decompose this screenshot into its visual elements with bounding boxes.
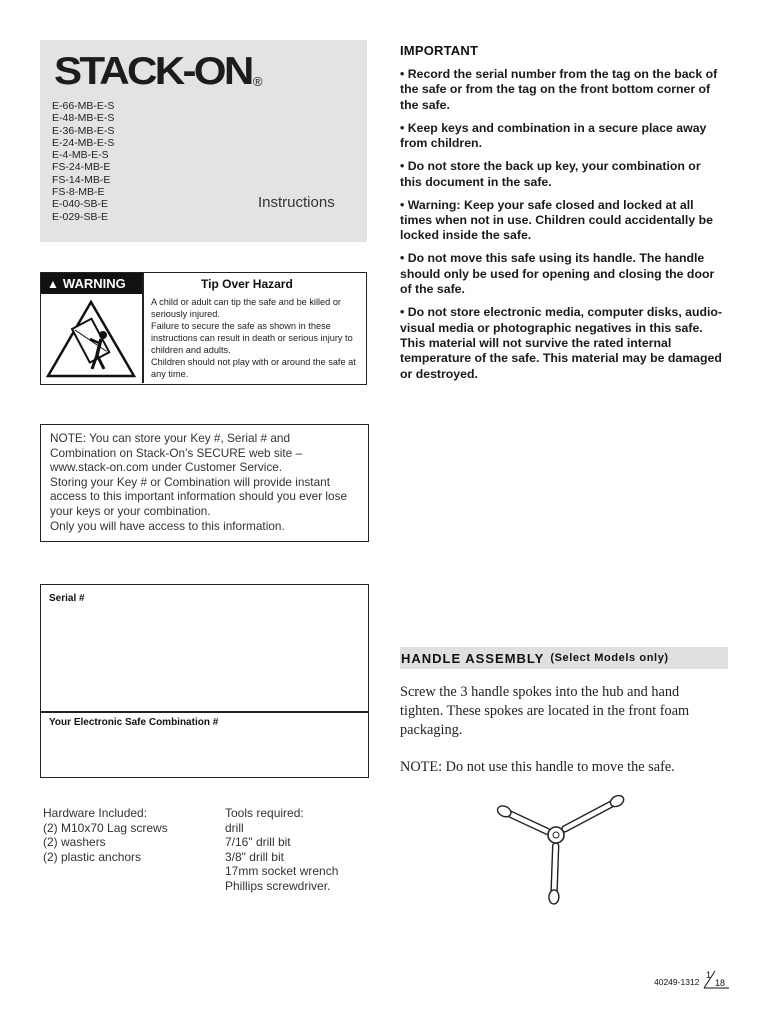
hardware-item: (2) washers: [43, 835, 106, 850]
model-item: FS-24-MB-E: [52, 161, 111, 174]
handle-assembly-header: [400, 647, 728, 669]
three-spoke-handle-illustration: [495, 795, 635, 905]
note-line: Only you will have access to this information.: [50, 518, 285, 533]
header-panel: [40, 40, 367, 242]
tool-item: 3/8" drill bit: [225, 849, 284, 864]
warning-divider: [142, 273, 144, 383]
handle-assembly-subtitle: (Select Models only): [550, 652, 669, 664]
model-item: E-029-SB-E: [52, 210, 109, 223]
page-number: 1: [706, 970, 712, 980]
page-total: 18: [715, 978, 726, 988]
handle-assembly-title: HANDLE ASSEMBLY: [401, 650, 545, 666]
model-item: E-36-MB-E-S: [52, 124, 115, 137]
model-item: FS-14-MB-E: [52, 173, 111, 186]
tools-list: [225, 806, 338, 894]
warning-label: WARNING: [62, 276, 126, 291]
registered-mark: ®: [252, 74, 263, 89]
important-title: IMPORTANT: [400, 43, 479, 58]
tip-over-title: Tip Over Hazard: [201, 277, 293, 291]
record-box: [40, 584, 369, 778]
tools-title: Tools required:: [225, 806, 304, 820]
important-item: • Do not store electronic media, computer disks, audio-visual media or photographic negatives in this safe. This material will not survive the rated internal temperature of the safe. This material may be damaged or destroyed.: [400, 305, 723, 381]
tip-over-line: A child or adult can tip the safe and be killed or seriously injured.: [151, 297, 341, 319]
tool-item: drill: [225, 820, 244, 835]
tool-item: Phillips screwdriver.: [225, 878, 331, 893]
brand-name: STACK-ON: [54, 50, 252, 93]
hardware-title: Hardware Included:: [43, 806, 148, 820]
important-item: • Record the serial number from the tag on the back of the safe or from the tag on the front bottom corner of the safe.: [400, 67, 718, 112]
hardware-item: (2) M10x70 Lag screws: [43, 820, 168, 835]
tool-item: 17mm socket wrench: [225, 864, 339, 879]
tip-over-text: [151, 296, 365, 380]
record-divider: [41, 711, 368, 713]
note-box: [40, 424, 369, 542]
tool-item: 7/16" drill bit: [225, 835, 291, 850]
tip-over-line: Failure to secure the safe as shown in these instructions can result in death or serious injury to children and adults.: [151, 321, 353, 355]
warning-triangle-icon: ▲: [47, 276, 59, 291]
important-item: • Keep keys and combination in a secure place away from children.: [400, 120, 707, 151]
hardware-list: [43, 806, 168, 864]
instructions-label: Instructions: [258, 194, 335, 211]
warning-box: [40, 272, 367, 385]
tip-over-hazard-icon: [46, 299, 137, 379]
important-item: • Do not store the back up key, your combination or this document in the safe.: [400, 159, 701, 189]
model-item: E-48-MB-E-S: [52, 112, 115, 125]
combination-label: Your Electronic Safe Combination #: [49, 717, 219, 728]
handle-assembly-note: NOTE: Do not use this handle to move the safe.: [400, 759, 675, 775]
model-item: E-24-MB-E-S: [52, 136, 115, 149]
important-list: [400, 67, 725, 390]
handle-assembly-text: Screw the 3 handle spokes into the hub and hand tighten. These spokes are located in the front foam packaging.: [400, 684, 690, 739]
model-item: E-040-SB-E: [52, 198, 109, 211]
important-item: • Do not move this safe using its handle. The handle should only be used for opening and closing the door of the safe.: [400, 251, 715, 297]
important-item: • Warning: Keep your safe closed and locked at all times when not in use. Children could accidentally be locked inside the safe.: [400, 197, 713, 243]
brand-logo: [54, 50, 263, 93]
model-item: E-66-MB-E-S: [52, 100, 115, 112]
note-line: NOTE: You can store your Key #, Serial # and Combination on Stack-On's SECURE web site – www.stack-on.com under Customer Service.: [50, 431, 303, 475]
warning-header: [41, 273, 142, 294]
model-item: FS-8-MB-E: [52, 186, 105, 199]
tip-over-line: Children should not play with or around the safe at any time.: [151, 357, 356, 379]
model-item: E-4-MB-E-S: [52, 149, 109, 162]
model-list: [52, 100, 114, 223]
note-line: Storing your Key # or Combination will provide instant access to this important information should you ever lose your keys or your combination.: [50, 474, 348, 518]
serial-label: Serial #: [49, 593, 85, 604]
hardware-item: (2) plastic anchors: [43, 849, 142, 864]
document-code: 40249-1312: [654, 977, 700, 987]
